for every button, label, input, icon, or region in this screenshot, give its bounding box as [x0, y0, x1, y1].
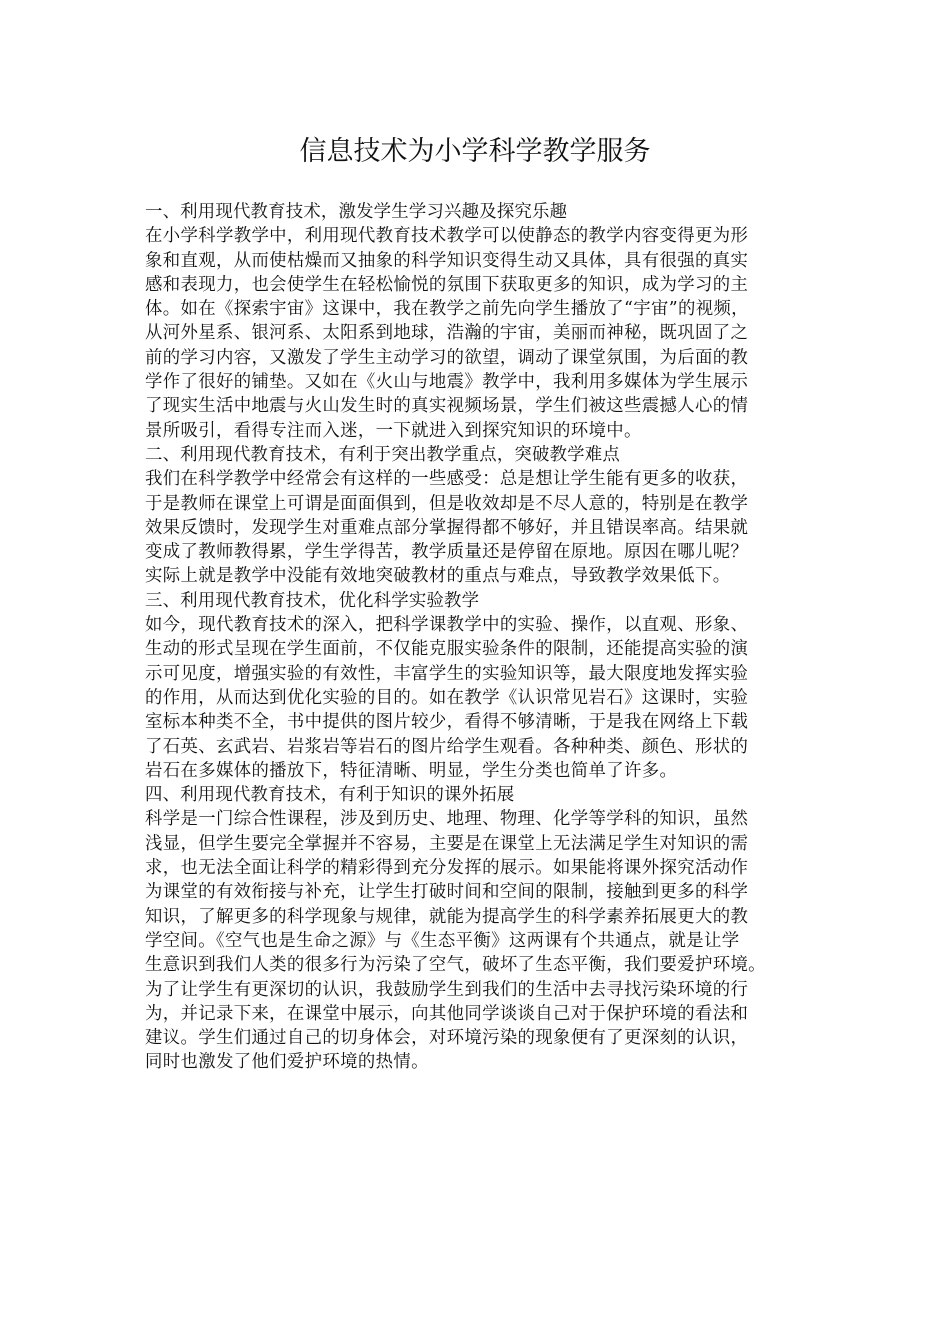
paragraph-line: 同时也激发了他们爱护环境的热情。	[145, 1052, 429, 1073]
paragraph-line: 科学是一门综合性课程，涉及到历史、地理、物理、化学等学科的知识，虽然	[145, 809, 749, 830]
paragraph-line: 了现实生活中地震与火山发生时的真实视频场景，学生们被这些震撼人心的情	[145, 396, 749, 417]
section-heading: 四、利用现代教育技术，有利于知识的课外拓展	[145, 785, 515, 806]
paragraph-line: 生动的形式呈现在学生面前，不仅能克服实验条件的限制，还能提高实验的演	[145, 639, 749, 660]
document-body	[145, 200, 805, 1075]
paragraph-line: 从河外星系、银河系、太阳系到地球，浩瀚的宇宙，美丽而神秘，既巩固了之	[145, 323, 749, 344]
paragraph-line: 如今，现代教育技术的深入，把科学课教学中的实验、操作，以直观、形象、	[145, 615, 749, 636]
paragraph-line: 浅显，但学生要完全掌握并不容易，主要是在课堂上无法满足学生对知识的需	[145, 833, 749, 854]
section-heading: 三、利用现代教育技术，优化科学实验教学	[145, 590, 480, 611]
paragraph-line: 的作用，从而达到优化实验的目的。如在教学《认识常见岩石》这课时，实验	[145, 687, 749, 708]
section-heading: 二、利用现代教育技术，有利于突出教学重点，突破教学难点	[145, 444, 620, 465]
paragraph-line: 体。如在《探索宇宙》这课中，我在教学之前先向学生播放了“宇宙”的视频，	[145, 299, 749, 320]
paragraph-line: 学作了很好的铺垫。又如在《火山与地震》教学中，我利用多媒体为学生展示	[145, 372, 749, 393]
paragraph-line: 建议。学生们通过自己的切身体会，对环境污染的现象便有了更深刻的认识，	[145, 1028, 749, 1049]
paragraph-line: 生意识到我们人类的很多行为污染了空气，破坏了生态平衡，我们要爱护环境。	[145, 955, 766, 976]
paragraph-line: 象和直观，从而使枯燥而又抽象的科学知识变得生动又具体，具有很强的真实	[145, 250, 749, 271]
paragraph-line: 为了让学生有更深切的认识，我鼓励学生到我们的生活中去寻找污染环境的行	[145, 979, 749, 1000]
paragraph-line: 为课堂的有效衔接与补充，让学生打破时间和空间的限制，接触到更多的科学	[145, 882, 749, 903]
document-title: 信息技术为小学科学教学服务	[299, 136, 651, 167]
paragraph-line: 前的学习内容，又激发了学生主动学习的欲望，调动了课堂氛围，为后面的教	[145, 347, 749, 368]
paragraph-line: 效果反馈时，发现学生对重难点部分掌握得都不够好，并且错误率高。结果就	[145, 517, 749, 538]
paragraph-line: 于是教师在课堂上可谓是面面俱到，但是收效却是不尽人意的，特别是在教学	[145, 493, 749, 514]
paragraph-line: 室标本种类不全，书中提供的图片较少，看得不够清晰，于是我在网络上下载	[145, 712, 749, 733]
paragraph-line: 感和表现力，也会使学生在轻松愉悦的氛围下获取更多的知识，成为学习的主	[145, 274, 749, 295]
paragraph-line: 学空间。《空气也是生命之源》与《生态平衡》这两课有个共通点，就是让学	[145, 930, 740, 951]
paragraph-line: 我们在科学教学中经常会有这样的一些感受：总是想让学生能有更多的收获，	[145, 469, 749, 490]
paragraph-line: 岩石在多媒体的播放下，特征清晰、明显，学生分类也简单了许多。	[145, 760, 678, 781]
paragraph-line: 知识，了解更多的科学现象与规律，就能为提高学生的科学素养拓展更大的教	[145, 906, 749, 927]
paragraph-line: 求，也无法全面让科学的精彩得到充分发挥的展示。如果能将课外探究活动作	[145, 858, 749, 879]
paragraph-line: 为，并记录下来，在课堂中展示，向其他同学谈谈自己对于保护环境的看法和	[145, 1003, 749, 1024]
section-heading: 一、利用现代教育技术，激发学生学习兴趣及探究乐趣	[145, 202, 568, 222]
paragraph-line: 在小学科学教学中，利用现代教育技术教学可以使静态的教学内容变得更为形	[145, 226, 749, 247]
paragraph-line: 了石英、玄武岩、岩浆岩等岩石的图片给学生观看。各种种类、颜色、形状的	[145, 736, 749, 757]
paragraph-line: 示可见度，增强实验的有效性，丰富学生的实验知识等，最大限度地发挥实验	[145, 663, 749, 684]
paragraph-line: 景所吸引，看得专注而入迷，一下就进入到探究知识的环境中。	[145, 420, 642, 441]
paragraph-line: 实际上就是教学中没能有效地突破教材的重点与难点，导致教学效果低下。	[145, 566, 731, 587]
paragraph-line: 变成了教师教得累，学生学得苦，教学质量还是停留在原地。原因在哪儿呢？	[145, 542, 749, 563]
